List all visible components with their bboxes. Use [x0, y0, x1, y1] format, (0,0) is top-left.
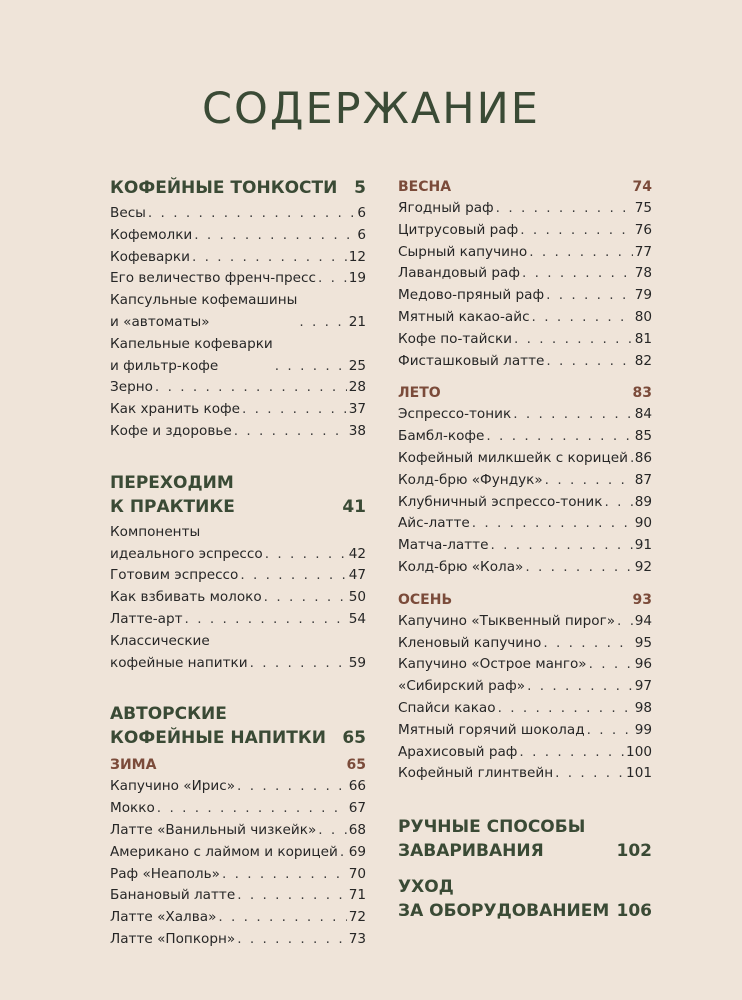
toc-entry-page: 84 — [634, 406, 652, 423]
toc-entry[interactable] — [110, 421, 366, 443]
dot-leader — [555, 763, 624, 785]
toc-entry-title: Кофемолки — [110, 226, 193, 243]
toc-entry-page: 25 — [348, 357, 366, 374]
toc-entry-title: Готовим эспрессо — [110, 567, 239, 584]
toc-entry-page: 87 — [634, 471, 652, 488]
toc-entry-title: Медово-пряный раф — [398, 287, 545, 304]
toc-entry-page: 6 — [357, 226, 366, 243]
toc-entry-line: Классические — [110, 632, 210, 649]
toc-entry-page: 86 — [634, 449, 652, 466]
dot-leader — [527, 676, 633, 698]
dot-leader — [250, 653, 347, 675]
dot-leader — [532, 307, 633, 329]
toc-entry-title: Кофеварки — [110, 248, 190, 265]
toc-entry-page: 96 — [634, 656, 652, 673]
dot-leader — [318, 268, 347, 290]
toc-entry-page: 50 — [348, 589, 366, 606]
toc-entry[interactable] — [398, 307, 652, 329]
dot-leader — [237, 929, 347, 951]
toc-entry-title: Латте «Халва» — [110, 909, 217, 926]
toc-entry-title: Арахисовый раф — [398, 743, 518, 760]
section-heading-page: 41 — [342, 496, 366, 517]
toc-entry-title: Мокко — [110, 800, 155, 817]
toc-entry-page: 70 — [348, 865, 366, 882]
toc-entry-title: «Сибирский раф» — [398, 678, 526, 695]
toc-entry[interactable] — [110, 631, 366, 675]
toc-entry-title: Кофейный глинтвейн — [398, 765, 554, 782]
dot-leader — [514, 329, 633, 351]
toc-entry[interactable] — [398, 763, 652, 785]
toc-entry-title — [110, 334, 273, 378]
toc-entry[interactable] — [110, 885, 366, 907]
subsection-title: ОСЕНЬ — [398, 591, 453, 608]
section-heading[interactable] — [110, 471, 366, 519]
toc-entry[interactable] — [110, 609, 366, 631]
toc-left-column — [110, 176, 366, 951]
section-heading-line: ЗАВАРИВАНИЯ — [398, 841, 544, 862]
section-heading-title — [398, 875, 609, 923]
subsection-heading[interactable] — [398, 176, 652, 198]
subsection-page: 93 — [632, 591, 652, 608]
toc-entry[interactable] — [110, 247, 366, 269]
toc-entry-title — [110, 522, 263, 566]
toc-entry-line: Капельные кофеварки — [110, 335, 273, 352]
toc-entry[interactable] — [398, 220, 652, 242]
section-heading-page: 65 — [342, 728, 366, 749]
toc-entry[interactable] — [110, 587, 366, 609]
dot-leader — [299, 312, 346, 334]
dot-leader — [589, 654, 633, 676]
dot-leader — [604, 492, 632, 514]
toc-entry-page: 69 — [348, 843, 366, 860]
toc-entry-page: 67 — [348, 800, 366, 817]
dot-leader — [264, 587, 347, 609]
subsection-title: ВЕСНА — [398, 179, 452, 195]
toc-entry[interactable] — [110, 334, 366, 378]
toc-section — [398, 875, 652, 923]
section-heading-line: К ПРАКТИКЕ — [110, 496, 235, 517]
toc-entry-title: Спайси какао — [398, 699, 496, 716]
dot-leader — [472, 513, 633, 535]
toc-entry-page: 77 — [634, 243, 652, 260]
toc-entry-title: Кофе и здоровье — [110, 422, 232, 439]
toc-section — [110, 702, 366, 950]
dot-leader — [545, 470, 633, 492]
dot-leader — [490, 535, 632, 557]
subsection-page: 83 — [632, 385, 652, 402]
toc-entry-page: 76 — [634, 221, 652, 238]
toc-entry-title: Раф «Неаполь» — [110, 865, 220, 882]
dot-leader — [617, 611, 633, 633]
dot-leader — [340, 842, 347, 864]
dot-leader — [519, 742, 624, 764]
toc-section — [110, 176, 366, 443]
section-heading-title — [110, 702, 326, 750]
toc-entry[interactable] — [110, 842, 366, 864]
dot-leader — [265, 544, 347, 566]
section-heading-page: 106 — [616, 901, 652, 922]
toc-entry-title: Латте «Попкорн» — [110, 930, 236, 947]
toc-entry-title — [110, 290, 297, 334]
toc-entry-line: Компоненты — [110, 523, 201, 540]
toc-entry-page: 28 — [348, 379, 366, 396]
dot-leader — [148, 203, 355, 225]
toc-entry-title: Лавандовый раф — [398, 265, 520, 282]
toc-entry-page: 73 — [348, 930, 366, 947]
toc-entry[interactable] — [398, 611, 652, 633]
toc-entry[interactable] — [398, 404, 652, 426]
toc-entry-page: 42 — [348, 545, 366, 562]
dot-leader — [587, 720, 633, 742]
subsection-heading[interactable] — [110, 754, 366, 776]
toc-entry[interactable] — [398, 351, 652, 373]
toc-entry-title: Его величество френч-пресс — [110, 270, 316, 287]
toc-entry-page: 101 — [626, 765, 652, 782]
section-heading-title — [398, 815, 585, 863]
toc-entry-title — [110, 631, 248, 675]
dot-leader — [157, 798, 347, 820]
toc-entry-title: Мятный горячий шоколад — [398, 721, 585, 738]
toc-entry-page: 82 — [634, 352, 652, 369]
toc-entry-title: Цитрусовый раф — [398, 221, 519, 238]
dot-leader — [318, 820, 346, 842]
toc-entry-title: Как взбивать молоко — [110, 589, 262, 606]
toc-entry-page: 95 — [634, 634, 652, 651]
dot-leader — [194, 225, 355, 247]
section-heading-line: УХОД — [398, 877, 454, 898]
toc-entry-page: 98 — [634, 699, 652, 716]
toc-entry-title: Клубничный эспрессо-тоник — [398, 493, 603, 510]
toc-entry[interactable] — [110, 929, 366, 951]
toc-entry-title: Фисташковый латте — [398, 352, 545, 369]
toc-entry-title: Колд-брю «Фундук» — [398, 471, 543, 488]
section-heading-line: АВТОРСКИЕ — [110, 704, 227, 725]
toc-entry-title: Сырный капучино — [398, 243, 528, 260]
subsection-heading[interactable] — [398, 589, 652, 611]
toc-entry[interactable] — [398, 448, 652, 470]
toc-entry[interactable] — [398, 654, 652, 676]
toc-entry-line: и фильтр-кофе — [110, 357, 219, 374]
section-heading-page: 102 — [616, 841, 652, 862]
toc-entry-page: 97 — [634, 678, 652, 695]
dot-leader — [496, 198, 633, 220]
section-heading-line: ЗА ОБОРУДОВАНИЕМ — [398, 901, 610, 922]
toc-entry-page: 54 — [348, 610, 366, 627]
toc-section — [398, 589, 652, 785]
toc-entry-page: 12 — [348, 248, 366, 265]
toc-entry-title: Капучино «Ирис» — [110, 778, 236, 795]
toc-entry[interactable] — [110, 290, 366, 334]
section-heading-line: КОФЕЙНЫЕ НАПИТКИ — [110, 728, 326, 749]
toc-entry[interactable] — [398, 535, 652, 557]
toc-entry-title: Ягодный раф — [398, 200, 494, 216]
dot-leader — [234, 421, 347, 443]
toc-entry-title: Американо с лаймом и корицей — [110, 843, 338, 860]
toc-entry-page: 99 — [634, 721, 652, 738]
toc-entry-page: 100 — [626, 743, 652, 760]
dot-leader — [546, 285, 633, 307]
toc-entry-title: Банановый латте — [110, 887, 236, 904]
toc-entry-page: 89 — [634, 493, 652, 510]
toc-entry-page: 66 — [348, 778, 366, 795]
toc-entry-line: кофейные напитки — [110, 654, 248, 671]
toc-entry[interactable] — [110, 522, 366, 566]
toc-entry-page: 78 — [634, 265, 652, 282]
toc-section — [398, 815, 652, 863]
subsection-page: 65 — [346, 757, 366, 774]
toc-entry-page: 38 — [348, 422, 366, 439]
toc-entry[interactable] — [398, 742, 652, 764]
toc-entry[interactable] — [398, 470, 652, 492]
toc-entry[interactable] — [398, 557, 652, 579]
toc-entry[interactable] — [398, 198, 652, 220]
section-heading[interactable] — [110, 176, 366, 200]
toc-entry-title: Айс-латте — [398, 515, 470, 532]
dot-leader — [185, 609, 347, 631]
dot-leader — [529, 242, 633, 264]
toc-entry[interactable] — [110, 798, 366, 820]
toc-entry-title: Капучино «Острое манго» — [398, 656, 587, 673]
dot-leader — [498, 698, 633, 720]
section-heading-line: КОФЕЙНЫЕ ТОНКОСТИ — [110, 178, 338, 198]
subsection-title: ЛЕТО — [398, 385, 441, 402]
toc-entry-line: Капсульные кофемашины — [110, 292, 298, 309]
toc-entry-page: 92 — [634, 558, 652, 575]
toc-entry-title: Весы — [110, 205, 146, 221]
section-heading-line: РУЧНЫЕ СПОСОБЫ — [398, 817, 586, 838]
section-heading-line: ПЕРЕХОДИМ — [110, 472, 234, 493]
toc-entry[interactable] — [398, 633, 652, 655]
dot-leader — [222, 864, 347, 886]
toc-entry-page: 90 — [634, 515, 652, 532]
toc-entry-title: Матча-латте — [398, 537, 489, 554]
subsection-title: ЗИМА — [110, 757, 157, 774]
toc-entry[interactable] — [110, 565, 366, 587]
toc-entry-title: Как хранить кофе — [110, 401, 241, 418]
dot-leader — [237, 776, 347, 798]
toc-entry[interactable] — [110, 225, 366, 247]
toc-entry[interactable] — [110, 268, 366, 290]
dot-leader — [192, 247, 347, 269]
toc-right-column — [398, 176, 652, 923]
toc-entry-page: 72 — [348, 909, 366, 926]
toc-entry-page: 85 — [634, 428, 652, 445]
toc-entry[interactable] — [398, 698, 652, 720]
section-heading-page: 5 — [354, 178, 366, 198]
toc-entry[interactable] — [398, 676, 652, 698]
toc-entry-title: Колд-брю «Кола» — [398, 558, 524, 575]
dot-leader — [522, 263, 633, 285]
toc-entry-page: 91 — [634, 537, 652, 554]
toc-entry[interactable] — [110, 203, 366, 225]
dot-leader — [513, 404, 633, 426]
section-heading-title — [110, 176, 337, 200]
toc-entry[interactable] — [110, 820, 366, 842]
toc-entry[interactable] — [398, 285, 652, 307]
toc-entry-page: 47 — [348, 567, 366, 584]
toc-entry[interactable] — [110, 377, 366, 399]
subsection-page: 74 — [632, 179, 652, 195]
toc-entry-page: 75 — [634, 200, 652, 216]
dot-leader — [242, 399, 347, 421]
toc-entry-title: Зерно — [110, 379, 153, 396]
toc-entry-page: 59 — [348, 654, 366, 671]
toc-entry[interactable] — [398, 513, 652, 535]
toc-entry-page: 37 — [348, 401, 366, 418]
toc-section — [398, 176, 652, 372]
dot-leader — [520, 220, 632, 242]
dot-leader — [275, 356, 347, 378]
dot-leader — [237, 885, 346, 907]
toc-entry-line: идеального эспрессо — [110, 545, 263, 562]
section-heading[interactable] — [398, 875, 652, 923]
section-heading[interactable] — [398, 815, 652, 863]
toc-entry-title: Кленовый капучино — [398, 634, 542, 651]
toc-entry-title: Латте «Ванильный чизкейк» — [110, 821, 317, 838]
toc-entry-page: 79 — [634, 287, 652, 304]
dot-leader — [543, 633, 632, 655]
toc-entry-page: 6 — [357, 205, 366, 221]
toc-section — [398, 382, 652, 578]
toc-entry[interactable] — [110, 864, 366, 886]
subsection-heading[interactable] — [398, 382, 652, 404]
dot-leader — [218, 907, 346, 929]
section-heading[interactable] — [110, 702, 366, 750]
toc-entry[interactable] — [398, 720, 652, 742]
toc-entry-page: 81 — [634, 330, 652, 347]
dot-leader — [630, 448, 633, 470]
toc-entry-page: 19 — [348, 270, 366, 287]
toc-entry[interactable] — [398, 492, 652, 514]
toc-entry[interactable] — [110, 907, 366, 929]
toc-entry-page: 94 — [634, 612, 652, 629]
toc-entry-line: и «автоматы» — [110, 313, 210, 330]
dot-leader — [155, 377, 347, 399]
toc-entry-page: 71 — [348, 887, 366, 904]
toc-entry-title: Кофе по-тайски — [398, 330, 512, 347]
toc-entry[interactable] — [398, 242, 652, 264]
toc-entry[interactable] — [110, 399, 366, 421]
dot-leader — [240, 565, 346, 587]
toc-entry[interactable] — [110, 776, 366, 798]
toc-entry[interactable] — [398, 263, 652, 285]
toc-section — [110, 471, 366, 675]
toc-entry-page: 68 — [348, 821, 366, 838]
section-heading-title — [110, 471, 235, 519]
toc-entry[interactable] — [398, 329, 652, 351]
dot-leader — [486, 426, 632, 448]
toc-entry-title: Мятный какао-айс — [398, 308, 530, 325]
toc-entry[interactable] — [398, 426, 652, 448]
toc-entry-title: Кофейный милкшейк с корицей — [398, 449, 628, 466]
toc-entry-title: Бамбл-кофе — [398, 428, 485, 445]
page-title: СОДЕРЖАНИЕ — [202, 84, 540, 134]
toc-entry-title: Капучино «Тыквенный пирог» — [398, 612, 616, 629]
toc-entry-title: Латте-арт — [110, 610, 183, 627]
toc-entry-page: 80 — [634, 308, 652, 325]
dot-leader — [546, 351, 632, 373]
toc-entry-page: 21 — [348, 313, 366, 330]
toc-entry-title: Эспрессо-тоник — [398, 406, 512, 423]
dot-leader — [525, 557, 632, 579]
